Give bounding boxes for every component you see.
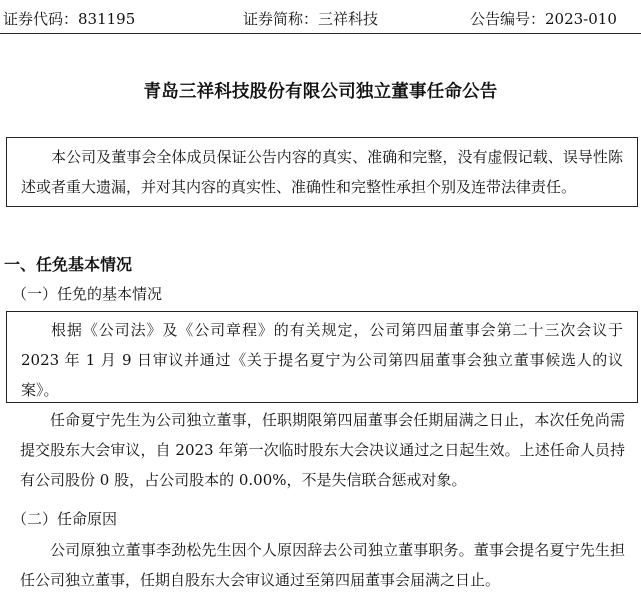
document-header bbox=[0, 0, 641, 34]
resolution-text: 根据《公司法》及《公司章程》的有关规定，公司第四届董事会第二十三次会议于 2023 年 1 月 9 日审议并通过《关于提名夏宁为公司第四届董事会独立董事候选人的议案》。 bbox=[21, 321, 623, 399]
stock-code: 证券代码：831195 bbox=[3, 10, 136, 28]
reason-paragraph: 公司原独立董事李劲松先生因个人原因辞去公司独立董事职务。董事会提名夏宁先生担任公司独立董事，任期自股东大会审议通过至第四届董事会届满之日止。 bbox=[20, 541, 625, 589]
stock-abbreviation: 证券简称：三祥科技 bbox=[243, 10, 379, 28]
section-heading-appointment: 一、任免基本情况 bbox=[4, 255, 133, 274]
subsection-heading-basic-info: （一）任免的基本情况 bbox=[12, 285, 163, 303]
disclaimer-box bbox=[6, 137, 638, 207]
subsection-heading-reason: （二）任命原因 bbox=[12, 510, 118, 528]
document-title: 青岛三祥科技股份有限公司独立董事任命公告 bbox=[143, 82, 498, 102]
disclaimer-text: 本公司及董事会全体成员保证公告内容的真实、准确和完整，没有虚假记载、误导性陈述或者重大遗漏，并对其内容的真实性、准确性和完整性承担个别及连带法律责任。 bbox=[21, 148, 623, 196]
announcement-number: 公告编号：2023-010 bbox=[470, 10, 617, 28]
appointment-paragraph: 任命夏宁先生为公司独立董事，任职期限第四届董事会任期届满之日止，本次任免尚需提交股东大会审议，自 2023 年第一次临时股东大会决议通过之日起生效。上述任命人员持有公司股份 0 股，占公司股本的 0.00%，不是失信联合惩戒对象。 bbox=[20, 411, 625, 489]
resolution-box bbox=[6, 311, 638, 403]
